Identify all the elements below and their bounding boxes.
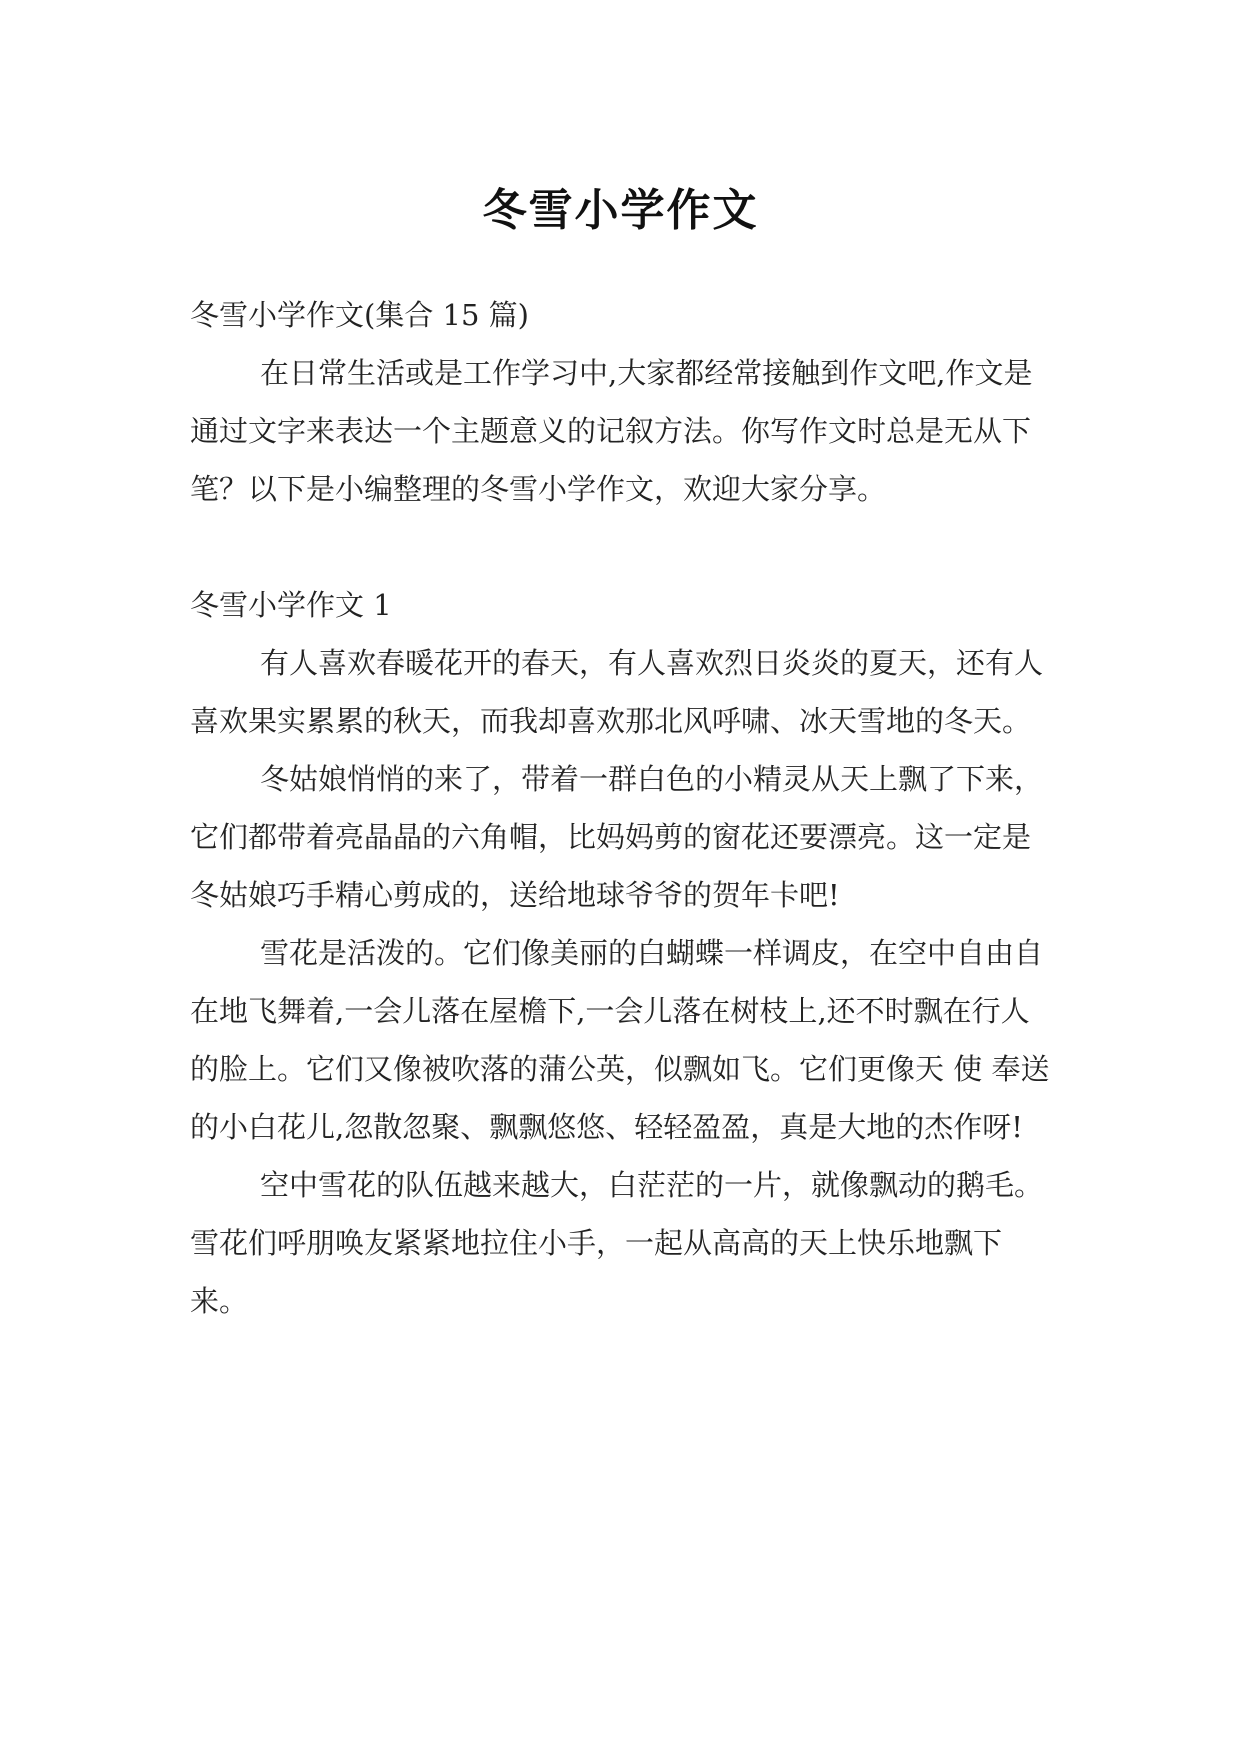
page-title: 冬雪小学作文	[482, 185, 759, 237]
essay-paragraph: 有人喜欢春暖花开的春天，有人喜欢烈日炎炎的夏天，还有人喜欢果实累累的秋天，而我却喜欢那北风呼啸、冰天雪地的冬天。	[190, 646, 1044, 738]
section-spacer	[190, 518, 1052, 576]
document-body	[190, 286, 1052, 1330]
essay-paragraph: 冬姑娘悄悄的来了，带着一群白色的小精灵从天上飘了下来，它们都带着亮晶晶的六角帽，比妈妈剪的窗花还要漂亮。这一定是冬姑娘巧手精心剪成的，送给地球爷爷的贺年卡吧!	[190, 762, 1044, 912]
intro-paragraph: 在日常生活或是工作学习中,大家都经常接触到作文吧,作文是通过文字来表达一个主题意义的记叙方法。你写作文时总是无从下笔？以下是小编整理的冬雪小学作文，欢迎大家分享。	[190, 356, 1033, 506]
essay-heading: 冬雪小学作文 1	[190, 588, 392, 622]
essay-paragraph: 空中雪花的队伍越来越大，白茫茫的一片，就像飘动的鹅毛。雪花们呼朋唤友紧紧地拉住小手，一起从高高的天上快乐地飘下来。	[190, 1168, 1044, 1318]
essay-paragraph: 雪花是活泼的。它们像美丽的白蝴蝶一样调皮，在空中自由自在地飞舞着,一会儿落在屋檐下,一会儿落在树枝上,还不时飘在行人的脸上。它们又像被吹落的蒲公英，似飘如飞。它们更像天 使 奉送的小白花儿,忽散忽聚、飘飘悠悠、轻轻盈盈，真是大地的杰作呀!	[190, 936, 1050, 1144]
document-subtitle: 冬雪小学作文(集合 15 篇)	[190, 298, 529, 332]
